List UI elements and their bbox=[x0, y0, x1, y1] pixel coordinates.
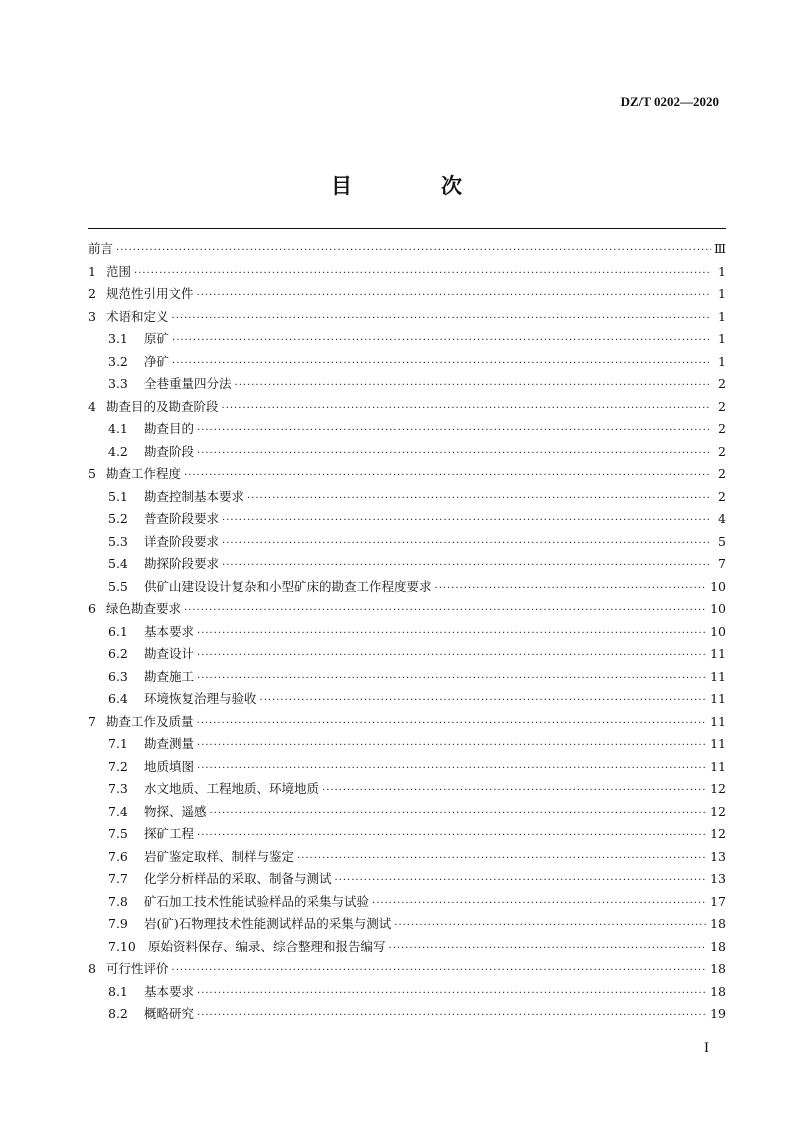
toc-entry-number: 3.2 bbox=[108, 353, 128, 369]
toc-entry[interactable] bbox=[88, 328, 726, 351]
toc-leader-dots bbox=[235, 375, 711, 398]
toc-entry-page: 18 bbox=[710, 916, 726, 931]
toc-entry-number: 3.3 bbox=[108, 376, 128, 391]
toc-entry-label: 岩矿鉴定取样、制样与鉴定 bbox=[144, 848, 295, 864]
toc-entry-label: 勘探阶段要求 bbox=[144, 556, 220, 571]
toc-entry-page: 1 bbox=[718, 331, 726, 346]
toc-entry[interactable] bbox=[88, 643, 726, 666]
toc-entry[interactable] bbox=[88, 778, 726, 801]
toc-entry-number: 5.3 bbox=[108, 533, 128, 549]
toc-entry-label: 原始资料保存、编录、综合整理和报告编写 bbox=[148, 938, 386, 954]
toc-entry-page: 18 bbox=[710, 938, 726, 954]
toc-entry-label: 原矿 bbox=[144, 331, 170, 346]
toc-entry-page: 1 bbox=[718, 353, 726, 369]
title-rule bbox=[88, 228, 726, 229]
toc-leader-dots bbox=[335, 870, 708, 893]
toc-entry-number: 8.1 bbox=[108, 983, 128, 999]
toc-entry[interactable] bbox=[88, 418, 726, 441]
toc-leader-dots bbox=[260, 690, 708, 713]
toc-leader-dots bbox=[389, 938, 708, 961]
toc-leader-dots bbox=[197, 645, 707, 668]
toc-entry-page: 1 bbox=[718, 308, 726, 324]
toc-entry-page: 11 bbox=[710, 758, 726, 774]
toc-entry[interactable] bbox=[88, 801, 726, 824]
toc-entry-number: 7.8 bbox=[108, 893, 128, 909]
toc-leader-dots bbox=[197, 758, 707, 781]
toc-entry-page: 13 bbox=[710, 871, 726, 886]
toc-entry[interactable] bbox=[88, 553, 726, 576]
toc-leader-dots bbox=[197, 1005, 707, 1028]
toc-leader-dots bbox=[197, 825, 707, 848]
toc-leader-dots bbox=[247, 488, 711, 511]
toc-entry-label: 化学分析样品的采取、制备与测试 bbox=[144, 871, 332, 886]
toc-entry[interactable] bbox=[88, 508, 726, 531]
toc-entry-number: 6.3 bbox=[108, 668, 128, 684]
toc-entry-page: 19 bbox=[710, 1006, 726, 1021]
toc-entry-label: 净矿 bbox=[144, 353, 170, 369]
toc-entry-number: 7.7 bbox=[108, 871, 128, 886]
toc-entry[interactable] bbox=[88, 891, 726, 914]
toc-leader-dots bbox=[197, 735, 707, 758]
toc-entry-number: 5.5 bbox=[108, 578, 128, 594]
toc-leader-dots bbox=[222, 510, 711, 533]
toc-entry-page: 2 bbox=[718, 398, 726, 414]
table-of-contents bbox=[88, 238, 726, 1026]
toc-leader-dots bbox=[197, 668, 707, 691]
toc-entry-number: 8.2 bbox=[108, 1006, 128, 1021]
toc-entry-page: 11 bbox=[710, 646, 726, 661]
toc-leader-dots bbox=[210, 803, 708, 826]
toc-entry-label: 详查阶段要求 bbox=[144, 533, 220, 549]
toc-entry-label: 岩(矿)石物理技术性能测试样品的采集与测试 bbox=[144, 916, 392, 931]
toc-leader-dots bbox=[222, 555, 711, 578]
toc-entry-label: 供矿山建设设计复杂和小型矿床的勘查工作程度要求 bbox=[144, 578, 432, 594]
toc-leader-dots bbox=[184, 600, 707, 623]
toc-entry-label: 地质填图 bbox=[144, 758, 195, 774]
toc-leader-dots bbox=[172, 960, 708, 983]
toc-entry-number: 7.3 bbox=[108, 781, 128, 796]
toc-leader-dots bbox=[197, 983, 707, 1006]
toc-entry-page: 18 bbox=[710, 983, 726, 999]
toc-entry-label: 术语和定义 bbox=[106, 308, 169, 324]
toc-entry-page: 12 bbox=[710, 826, 726, 841]
toc-entry-page: 18 bbox=[710, 961, 726, 976]
toc-entry-number: 2 bbox=[88, 286, 96, 301]
toc-entry-number: 7.2 bbox=[108, 758, 128, 774]
toc-entry[interactable] bbox=[88, 711, 726, 734]
toc-entry-page: 11 bbox=[710, 713, 726, 729]
toc-entry[interactable] bbox=[88, 913, 726, 936]
toc-entry-number: 6.4 bbox=[108, 691, 128, 706]
toc-entry[interactable] bbox=[88, 981, 726, 1004]
toc-leader-dots bbox=[222, 533, 711, 556]
toc-leader-dots bbox=[197, 420, 711, 443]
toc-entry-label: 基本要求 bbox=[144, 983, 195, 999]
toc-leader-dots bbox=[222, 398, 711, 421]
toc-entry-page: 12 bbox=[710, 781, 726, 796]
toc-entry-page: 4 bbox=[718, 511, 726, 526]
page-number: I bbox=[704, 1040, 709, 1056]
toc-entry-label: 绿色勘查要求 bbox=[106, 601, 182, 616]
toc-leader-dots bbox=[197, 285, 711, 308]
toc-entry-number: 5 bbox=[88, 466, 96, 481]
toc-entry-number: 4.1 bbox=[108, 421, 128, 436]
toc-leader-dots bbox=[435, 578, 708, 601]
toc-entry[interactable] bbox=[88, 958, 726, 981]
toc-entry[interactable] bbox=[88, 306, 726, 329]
toc-entry-label: 概略研究 bbox=[144, 1006, 195, 1021]
toc-leader-dots bbox=[394, 915, 707, 938]
toc-entry-label: 前言 bbox=[88, 241, 114, 256]
toc-entry[interactable] bbox=[88, 576, 726, 599]
toc-entry[interactable] bbox=[88, 396, 726, 419]
toc-entry-number: 8 bbox=[88, 961, 96, 976]
toc-entry[interactable] bbox=[88, 1003, 726, 1026]
toc-entry-page: 12 bbox=[710, 803, 726, 819]
toc-entry-page: 10 bbox=[710, 601, 726, 616]
toc-entry-label: 勘查设计 bbox=[144, 646, 195, 661]
toc-leader-dots bbox=[184, 465, 711, 488]
toc-entry-label: 普查阶段要求 bbox=[144, 511, 220, 526]
toc-entry-page: 10 bbox=[710, 623, 726, 639]
toc-entry-number: 7.10 bbox=[108, 938, 136, 954]
toc-entry-label: 探矿工程 bbox=[144, 826, 195, 841]
toc-entry[interactable] bbox=[88, 373, 726, 396]
toc-entry-label: 基本要求 bbox=[144, 623, 195, 639]
toc-entry-page: 11 bbox=[710, 691, 726, 706]
toc-entry-number: 3 bbox=[88, 308, 96, 324]
toc-leader-dots bbox=[172, 353, 711, 376]
toc-entry-number: 4.2 bbox=[108, 443, 128, 459]
document-code: DZ/T 0202—2020 bbox=[620, 94, 719, 109]
toc-entry-label: 矿石加工技术性能试验样品的采集与试验 bbox=[144, 893, 370, 909]
toc-entry[interactable] bbox=[88, 351, 726, 374]
toc-leader-dots bbox=[197, 623, 707, 646]
toc-entry-label: 全巷重量四分法 bbox=[144, 376, 232, 391]
toc-entry-number: 5.2 bbox=[108, 511, 128, 526]
toc-entry-label: 勘查测量 bbox=[144, 736, 195, 751]
toc-entry[interactable] bbox=[88, 756, 726, 779]
toc-entry-number: 7.5 bbox=[108, 826, 128, 841]
toc-entry-page: 10 bbox=[710, 578, 726, 594]
toc-entry-label: 勘查工作程度 bbox=[106, 466, 182, 481]
toc-leader-dots bbox=[172, 330, 711, 353]
toc-entry-page: 7 bbox=[718, 556, 726, 571]
toc-leader-dots bbox=[134, 263, 711, 286]
toc-entry-page: 1 bbox=[718, 286, 726, 301]
toc-entry-number: 6 bbox=[88, 601, 96, 616]
toc-entry-number: 6.2 bbox=[108, 646, 128, 661]
toc-entry-label: 勘查控制基本要求 bbox=[144, 488, 245, 504]
toc-entry[interactable] bbox=[88, 283, 726, 306]
toc-entry-number: 7.6 bbox=[108, 848, 128, 864]
toc-entry-page: 11 bbox=[710, 736, 726, 751]
toc-entry-number: 5.1 bbox=[108, 488, 128, 504]
toc-entry[interactable] bbox=[88, 868, 726, 891]
toc-entry[interactable] bbox=[88, 823, 726, 846]
toc-entry[interactable] bbox=[88, 463, 726, 486]
toc-leader-dots bbox=[172, 308, 711, 331]
toc-entry-page: 2 bbox=[718, 376, 726, 391]
toc-entry-page: 5 bbox=[718, 533, 726, 549]
toc-entry-number: 7.9 bbox=[108, 916, 128, 931]
page-title: 目 次 bbox=[331, 174, 496, 198]
toc-entry[interactable] bbox=[88, 261, 726, 284]
toc-entry-page: 11 bbox=[710, 668, 726, 684]
toc-entry-page: 13 bbox=[710, 848, 726, 864]
toc-entry-number: 6.1 bbox=[108, 623, 128, 639]
toc-entry[interactable] bbox=[88, 621, 726, 644]
toc-entry-page: 1 bbox=[718, 263, 726, 279]
toc-entry[interactable] bbox=[88, 733, 726, 756]
toc-entry-label: 范围 bbox=[106, 263, 132, 279]
toc-entry-label: 勘查施工 bbox=[144, 668, 195, 684]
toc-entry[interactable] bbox=[88, 531, 726, 554]
toc-entry-number: 7.1 bbox=[108, 736, 128, 751]
toc-entry-label: 可行性评价 bbox=[106, 961, 169, 976]
toc-entry[interactable] bbox=[88, 598, 726, 621]
toc-entry-number: 7 bbox=[88, 713, 96, 729]
toc-entry-number: 7.4 bbox=[108, 803, 128, 819]
toc-leader-dots bbox=[197, 713, 708, 736]
toc-entry[interactable] bbox=[88, 238, 726, 261]
toc-entry-page: 2 bbox=[718, 488, 726, 504]
toc-entry[interactable] bbox=[88, 441, 726, 464]
toc-entry-label: 物探、遥感 bbox=[144, 803, 207, 819]
toc-leader-dots bbox=[197, 443, 711, 466]
toc-entry-label: 环境恢复治理与验收 bbox=[144, 691, 257, 706]
toc-entry-number: 4 bbox=[88, 398, 96, 414]
toc-entry-label: 规范性引用文件 bbox=[106, 286, 194, 301]
toc-entry-label: 水文地质、工程地质、环境地质 bbox=[144, 781, 320, 796]
toc-leader-dots bbox=[322, 780, 707, 803]
toc-entry-label: 勘查目的 bbox=[144, 421, 195, 436]
toc-entry-page: Ⅲ bbox=[713, 241, 726, 256]
toc-entry[interactable] bbox=[88, 688, 726, 711]
toc-entry-page: 2 bbox=[718, 421, 726, 436]
toc-leader-dots bbox=[297, 848, 707, 871]
toc-entry-label: 勘查工作及质量 bbox=[106, 713, 194, 729]
toc-entry-number: 5.4 bbox=[108, 556, 128, 571]
toc-entry-page: 17 bbox=[710, 893, 726, 909]
toc-entry-label: 勘查阶段 bbox=[144, 443, 195, 459]
toc-entry[interactable] bbox=[88, 846, 726, 869]
toc-entry-number: 1 bbox=[88, 263, 96, 279]
toc-entry-label: 勘查目的及勘查阶段 bbox=[106, 398, 219, 414]
toc-leader-dots bbox=[372, 893, 707, 916]
toc-entry-page: 2 bbox=[718, 443, 726, 459]
toc-entry[interactable] bbox=[88, 936, 726, 959]
toc-entry[interactable] bbox=[88, 486, 726, 509]
toc-entry-page: 2 bbox=[718, 466, 726, 481]
toc-entry-number: 3.1 bbox=[108, 331, 128, 346]
toc-leader-dots bbox=[116, 240, 711, 263]
toc-entry[interactable] bbox=[88, 666, 726, 689]
